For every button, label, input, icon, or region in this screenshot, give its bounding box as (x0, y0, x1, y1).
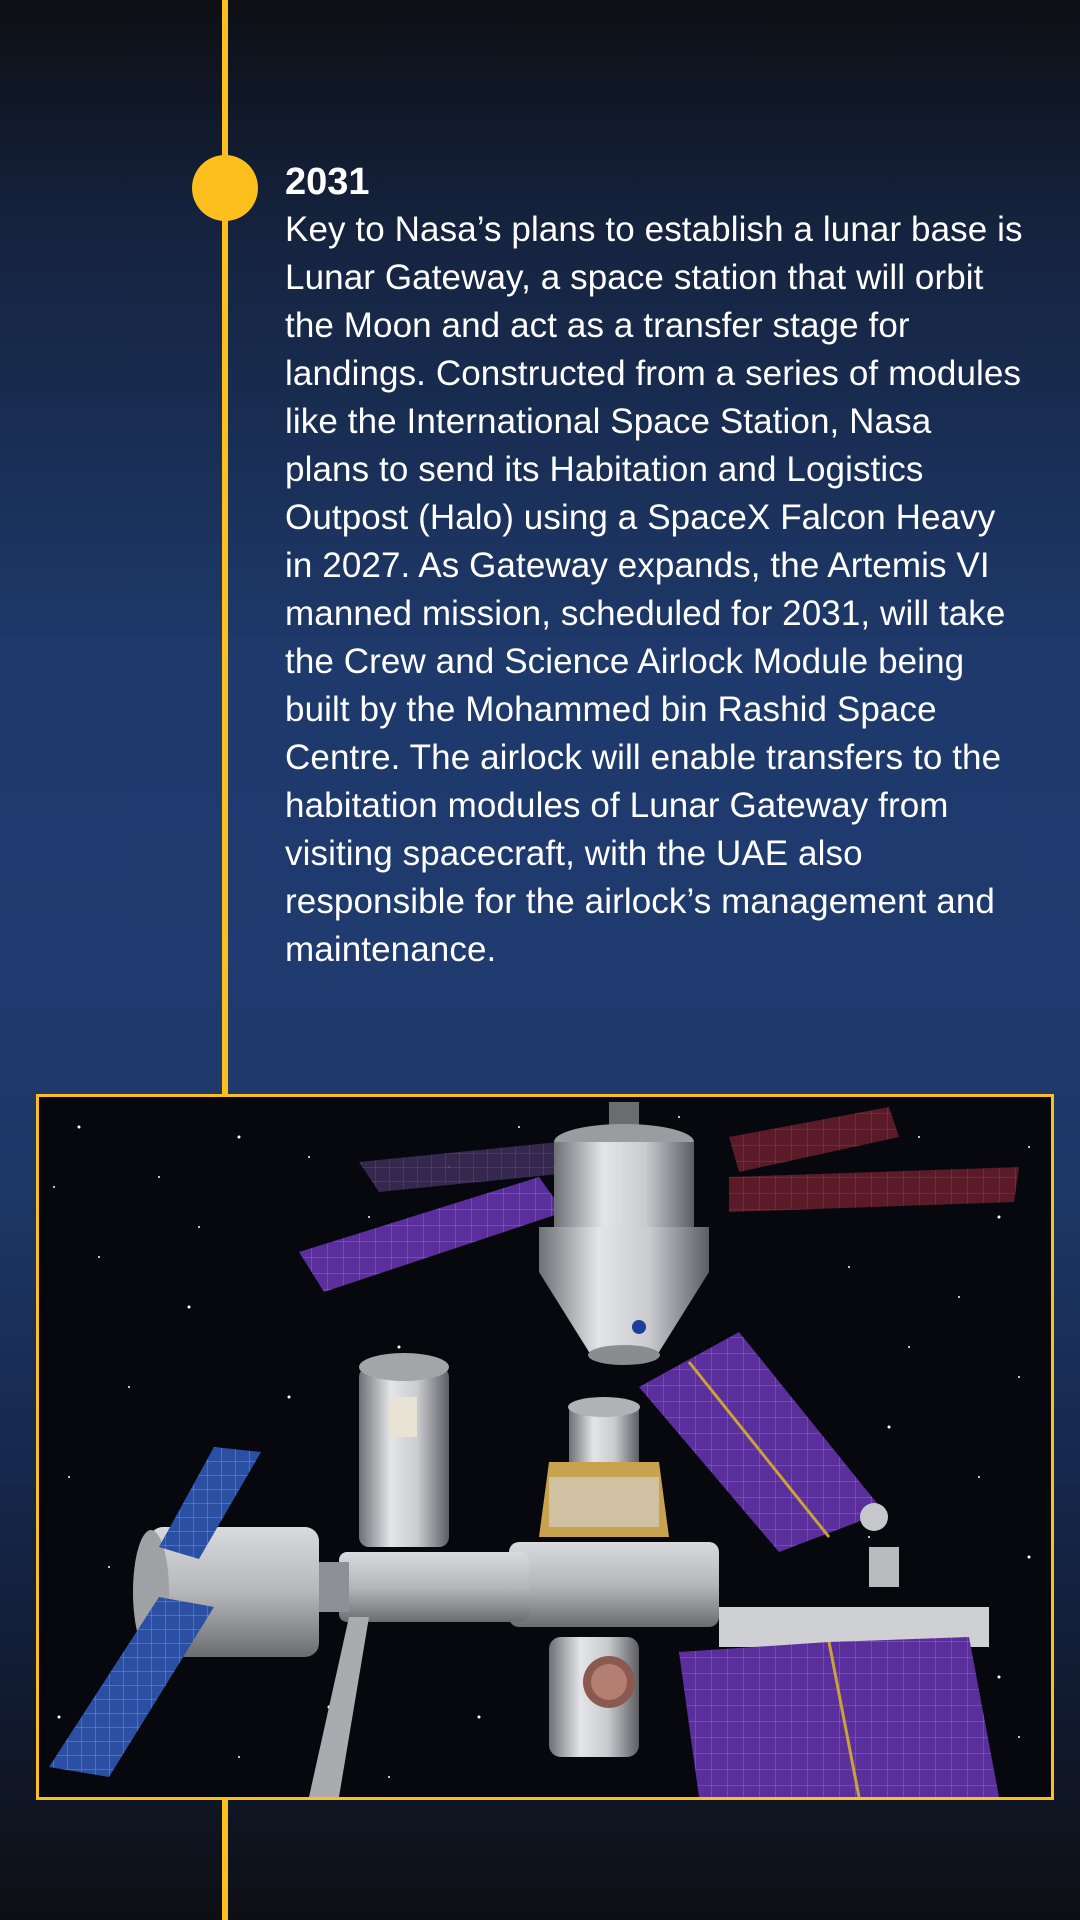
entry-body: Key to Nasa’s plans to establish a lunar base is Lunar Gateway, a space station that will orbit the Moon and act as a transfer stage for landings. Constructed from a series of modules like the International Space Station, Nasa plans to send its Habitation and Logistics Outpost (Halo) using a SpaceX Falcon Heavy in 2027. As Gateway expands, the Artemis VI manned mission, scheduled for 2031, will take the Crew and Science Airlock Module being built by the Mohammed bin Rashid Space Centre. The airlock will enable transfers to the habitation modules of Lunar Gateway from visiting spacecraft, with the UAE also responsible for the airlock’s management and maintenance. (285, 210, 1023, 969)
timeline-entry (285, 158, 1025, 974)
gateway-illustration (36, 1094, 1054, 1800)
entry-year: 2031 (285, 161, 370, 203)
timeline-marker (192, 155, 258, 221)
space-station-image (39, 1097, 1051, 1797)
